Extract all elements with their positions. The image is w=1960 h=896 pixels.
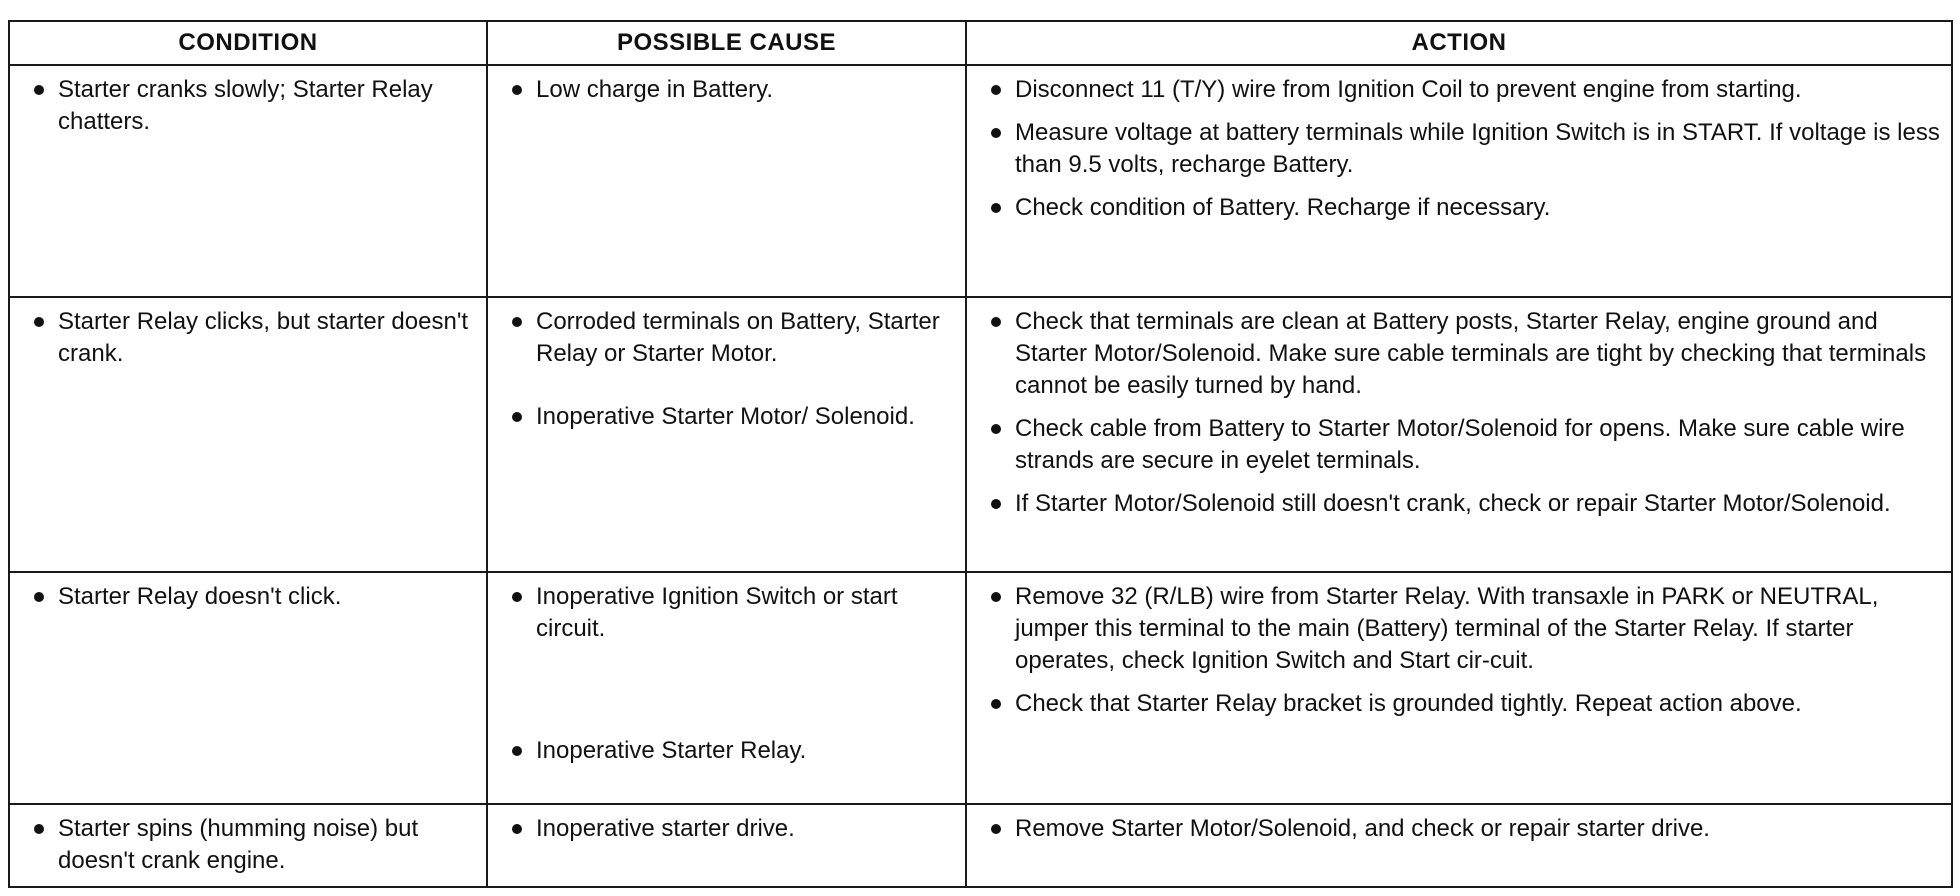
- action-cell: [966, 804, 1952, 887]
- table-row: [9, 297, 1952, 572]
- action-text: Check cable from Battery to Starter Motor/Solenoid for opens. Make sure cable wire strands are secure in eyelet terminals.: [1015, 415, 1905, 474]
- action-item: [977, 413, 1941, 477]
- condition-cell: [9, 572, 487, 804]
- bullet-icon: [991, 128, 1001, 138]
- table-row: [9, 804, 1952, 887]
- bullet-icon: [34, 592, 44, 602]
- bullet-icon: [512, 317, 522, 327]
- condition-text: Starter spins (humming noise) but doesn't crank engine.: [58, 815, 419, 874]
- action-item: [977, 306, 1941, 402]
- bullet-icon: [991, 85, 1001, 95]
- action-text: Check that terminals are clean at Battery posts, Starter Relay, engine ground and Starter Motor/Solenoid. Make sure cable terminals are tight by checking that terminals cannot be easily turned by hand.: [1015, 308, 1927, 399]
- cause-item: [498, 306, 955, 370]
- bullet-icon: [34, 317, 44, 327]
- condition-text: Starter Relay doesn't click.: [58, 583, 342, 610]
- cause-item: [498, 401, 955, 433]
- troubleshooting-document: [8, 20, 1951, 888]
- action-text: Check condition of Battery. Recharge if necessary.: [1015, 194, 1551, 221]
- bullet-icon: [991, 203, 1001, 213]
- header-action: ACTION: [966, 21, 1952, 65]
- condition-cell: [9, 65, 487, 297]
- cause-cell: [487, 297, 966, 572]
- action-text: Disconnect 11 (T/Y) wire from Ignition Coil to prevent engine from starting.: [1015, 76, 1802, 103]
- header-possible-cause: POSSIBLE CAUSE: [487, 21, 966, 65]
- action-cell: [966, 297, 1952, 572]
- cause-item: [498, 735, 955, 767]
- cause-item: [498, 74, 955, 106]
- bullet-icon: [512, 85, 522, 95]
- cause-item: [498, 581, 955, 645]
- action-text: Measure voltage at battery terminals while Ignition Switch is in START. If voltage is less than 9.5 volts, recharge Battery.: [1015, 119, 1940, 178]
- condition-cell: [9, 297, 487, 572]
- cause-text: Inoperative Ignition Switch or start circuit.: [536, 583, 898, 642]
- bullet-icon: [991, 699, 1001, 709]
- condition-cell: [9, 804, 487, 887]
- action-text: Remove 32 (R/LB) wire from Starter Relay. With transaxle in PARK or NEUTRAL, jumper this terminal to the main (Battery) terminal of the Starter Relay. If starter operates, check Ignition Switch and Start cir-cuit.: [1015, 583, 1879, 674]
- condition-text: Starter cranks slowly; Starter Relay chatters.: [58, 76, 433, 135]
- bullet-icon: [512, 824, 522, 834]
- condition-text: Starter Relay clicks, but starter doesn't crank.: [58, 308, 469, 367]
- cause-text: Inoperative starter drive.: [536, 815, 795, 842]
- cause-text: Corroded terminals on Battery, Starter Relay or Starter Motor.: [536, 308, 940, 367]
- condition-item: [20, 306, 476, 370]
- condition-item: [20, 813, 476, 877]
- cause-text: Inoperative Starter Motor/ Solenoid.: [536, 403, 915, 430]
- action-cell: [966, 572, 1952, 804]
- cause-text: Inoperative Starter Relay.: [536, 737, 807, 764]
- action-item: [977, 117, 1941, 181]
- cause-item: [498, 813, 955, 845]
- cause-cell: [487, 804, 966, 887]
- condition-item: [20, 581, 476, 613]
- table-row: [9, 65, 1952, 297]
- bullet-icon: [991, 592, 1001, 602]
- action-cell: [966, 65, 1952, 297]
- bullet-icon: [991, 499, 1001, 509]
- bullet-icon: [34, 824, 44, 834]
- bullet-icon: [991, 424, 1001, 434]
- bullet-icon: [512, 412, 522, 422]
- header-condition: CONDITION: [9, 21, 487, 65]
- header-row: [9, 21, 1952, 65]
- action-item: [977, 813, 1941, 845]
- table-row: [9, 572, 1952, 804]
- action-item: [977, 688, 1941, 720]
- cause-text: Low charge in Battery.: [536, 76, 774, 103]
- bullet-icon: [991, 317, 1001, 327]
- action-text: If Starter Motor/Solenoid still doesn't crank, check or repair Starter Motor/Solenoid.: [1015, 490, 1891, 517]
- action-text: Remove Starter Motor/Solenoid, and check or repair starter drive.: [1015, 815, 1710, 842]
- condition-item: [20, 74, 476, 138]
- cause-cell: [487, 572, 966, 804]
- bullet-icon: [512, 592, 522, 602]
- action-item: [977, 488, 1941, 520]
- action-text: Check that Starter Relay bracket is grounded tightly. Repeat action above.: [1015, 690, 1802, 717]
- action-item: [977, 192, 1941, 224]
- bullet-icon: [34, 85, 44, 95]
- action-item: [977, 74, 1941, 106]
- troubleshooting-table: [8, 20, 1953, 888]
- bullet-icon: [512, 746, 522, 756]
- bullet-icon: [991, 824, 1001, 834]
- action-item: [977, 581, 1941, 677]
- cause-cell: [487, 65, 966, 297]
